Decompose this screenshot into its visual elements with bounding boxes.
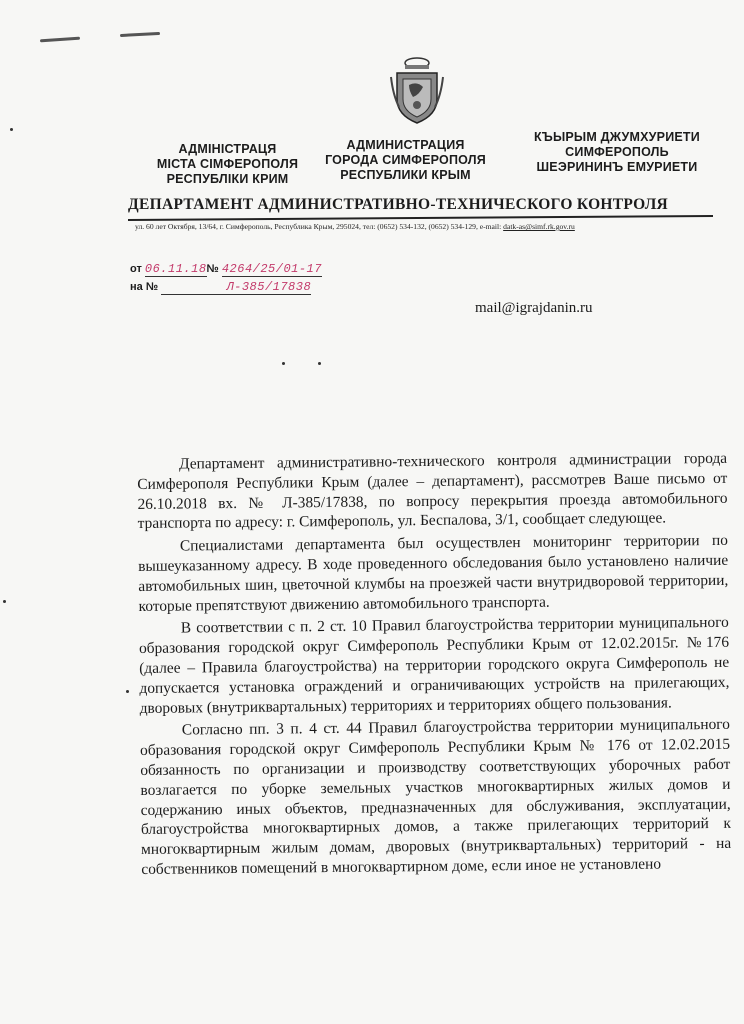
scan-speck xyxy=(282,362,285,365)
number-label: № xyxy=(206,263,219,275)
org-header-ukrainian xyxy=(140,142,315,187)
org-ct-line: ШЕЭРИНИНЪ ЕМУРИЕТИ xyxy=(536,160,698,174)
org-ru-line: ГОРОДА СИМФЕРОПОЛЯ xyxy=(325,153,486,167)
recipient-email: mail@igrajdanin.ru xyxy=(475,300,593,316)
org-header-russian xyxy=(318,138,493,183)
org-ru-line: РЕСПУБЛИКИ КРЫМ xyxy=(340,168,471,182)
org-ua-line: МІСТА СІМФЕРОПОЛЯ xyxy=(156,157,299,171)
org-ct-line: КЪЫРЫМ ДЖУМХУРИЕТИ xyxy=(534,130,700,144)
scan-mark xyxy=(40,37,80,43)
body-paragraph: Специалистами департамента был осуществлен мониторинг территории по вышеуказанному адресу. В ходе проведенного обследования было установлено наличие автомобильных шин, цветочной клумбы на проезжей части внутридворовой территории, которые препятствуют движению автомобильного транспорта. xyxy=(138,532,729,615)
org-ua-line: АДМІНІСТРАЦЯ xyxy=(178,142,277,156)
department-address xyxy=(135,222,725,231)
body-paragraph: В соответствии с п. 2 ст. 10 Правил благоустройства территории муниципального образования городской округ Симферополь Республики Крым от 12.02.2015г. №176 (далее – Правила благоустройства) на территории городского округа Симферополь не допускается установка ограждений и ограничивающих устройств на прилегающих, дворовых (внутриквартальных) территориях и территориях общего пользования. xyxy=(138,614,730,717)
department-email-link[interactable]: datk-as@simf.rk.gov.ru xyxy=(503,222,575,231)
incoming-registration xyxy=(130,280,311,295)
outgoing-registration xyxy=(130,262,322,277)
on-label: на № xyxy=(130,281,159,293)
scan-mark xyxy=(120,32,160,37)
scan-speck xyxy=(10,128,13,131)
header-divider xyxy=(128,215,713,221)
org-ua-line: РЕСПУБЛІКИ КРИМ xyxy=(166,172,289,186)
department-title: ДЕПАРТАМЕНТ АДМИНИСТРАТИВНО-ТЕХНИЧЕСКОГО КОНТРОЛЯ xyxy=(128,196,669,213)
scan-speck xyxy=(3,600,6,603)
body-paragraph: Согласно пп. 3 п. 4 ст. 44 Правил благоустройства территории муниципального образования городской округ Симферополь Республики Крым № 176 от 12.02.2015 обязанность по организации и производству соответствующих уборочных работ возлагается по уборке земельных участков многоквартирных жилых домов и содержанию иных объектов, предназначенных для обслуживания, эксплуатации, благоустройства многоквартирных домов, а также прилегающих территорий к многоквартирным жилым домам, дворовых (внутриквартальных) территорий - на собственников помещений в многоквартирном доме, если иное не установлено xyxy=(140,716,732,878)
address-text: ул. 60 лет Октября, 13/64, г. Симферополь, Республика Крым, 295024, тел: (0652) 534-132, (0652) 534-129, e-mail: xyxy=(135,222,504,231)
org-ru-line: АДМИНИСТРАЦИЯ xyxy=(346,138,465,152)
outgoing-number: 4264/25/01-17 xyxy=(221,262,322,276)
from-label: от xyxy=(130,263,142,275)
org-ct-line: СИМФЕРОПОЛЬ xyxy=(565,145,669,159)
letter-body xyxy=(137,449,731,883)
coat-of-arms-emblem xyxy=(389,55,445,125)
scan-speck xyxy=(126,690,129,693)
incoming-number: Л-385/17838 xyxy=(161,280,311,295)
scan-speck xyxy=(318,362,321,365)
outgoing-date: 06.11.18 xyxy=(144,262,207,276)
body-paragraph: Департамент административно-технического контроля администрации города Симферополя Республики Крым (далее – департамент), рассмотрев Ваше письмо от 26.10.2018 вх. № Л-385/17838, по вопросу перекрытия проезда автомобильного транспорта по адресу: г. Симферополь, ул. Беспалова, 3/1, сообщает следующее. xyxy=(137,449,728,533)
org-header-crimean-tatar xyxy=(522,130,712,175)
